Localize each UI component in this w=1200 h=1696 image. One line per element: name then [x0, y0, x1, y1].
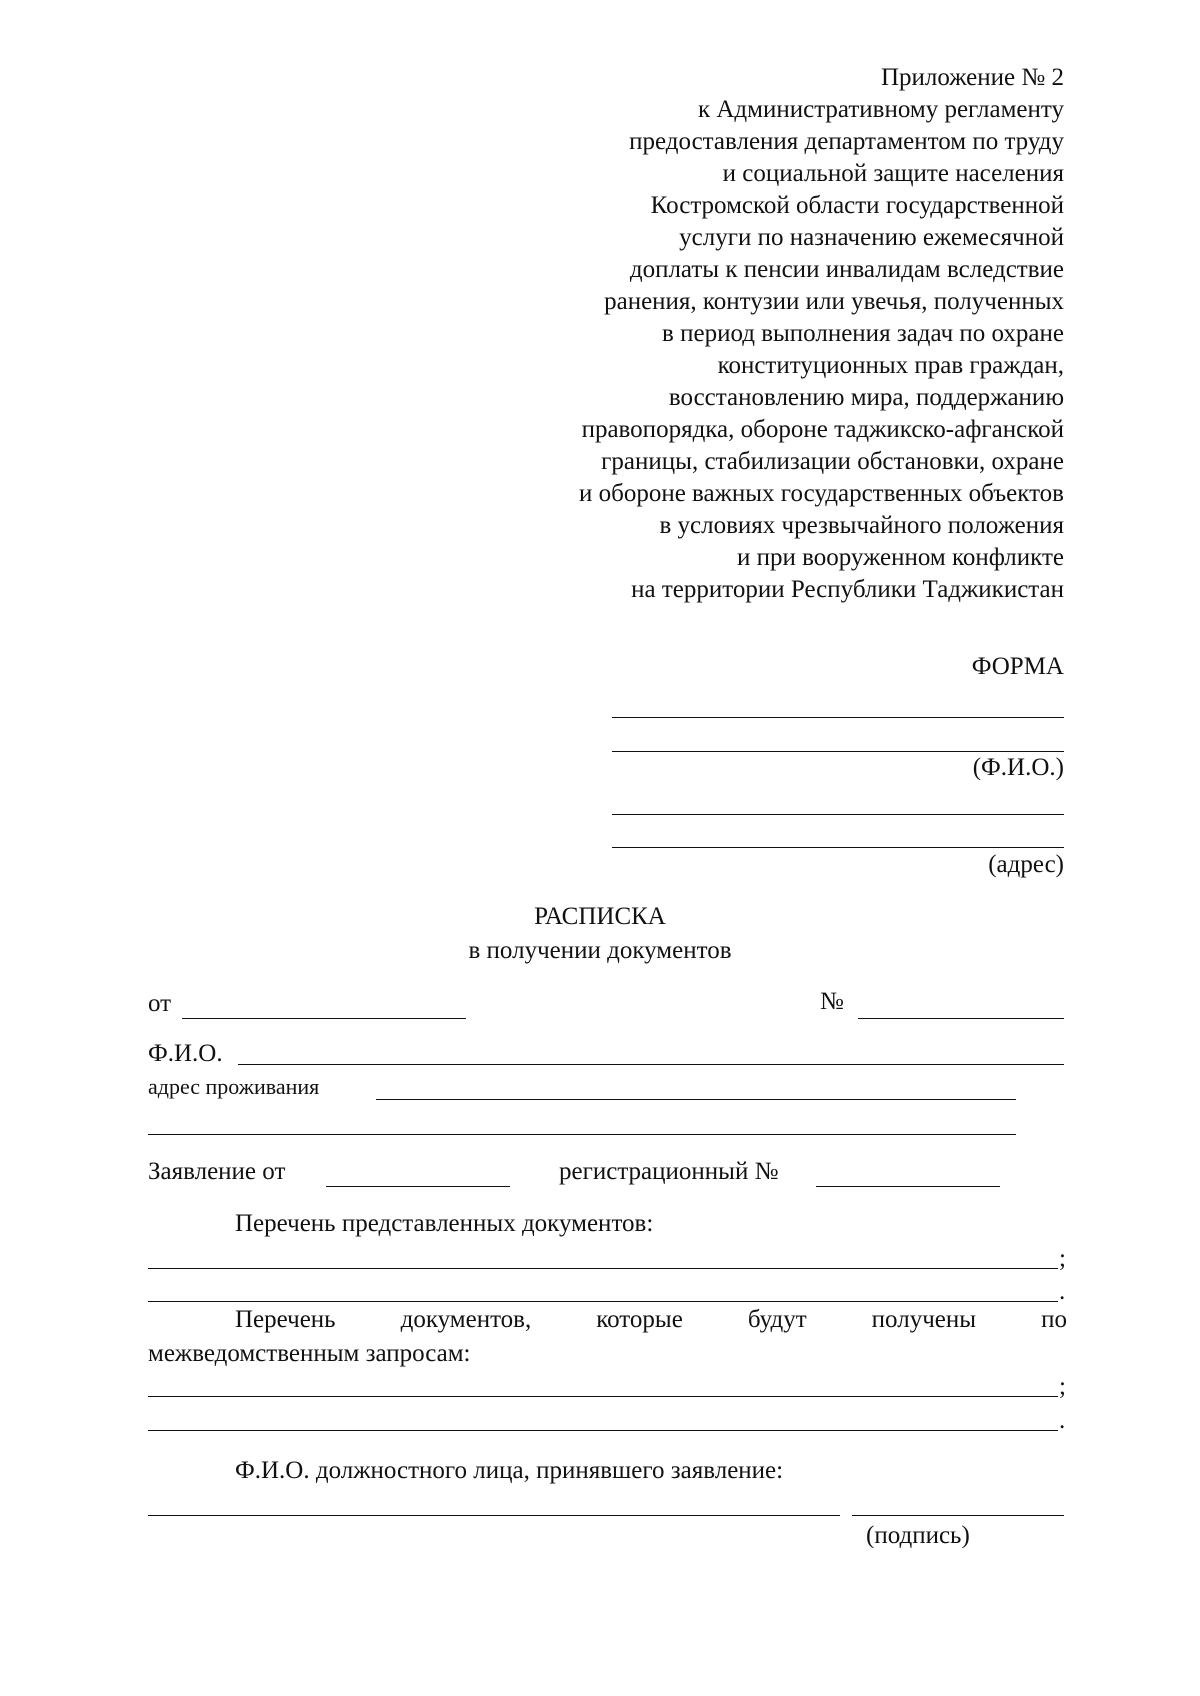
appendix-line: и при вооруженном конфликте [736, 544, 1064, 571]
submitted-documents-line-2[interactable] [148, 1301, 1058, 1302]
official-fio-field[interactable] [148, 1515, 840, 1516]
applicant-fio-label: Ф.И.О. [148, 1040, 223, 1067]
application-date-label: Заявление от [148, 1158, 286, 1185]
addressee-address-line-2[interactable] [612, 847, 1064, 848]
addressee-address-line-1[interactable] [612, 814, 1064, 815]
appendix-line: на территории Республики Таджикистан [631, 576, 1064, 603]
interagency-documents-line-2[interactable] [148, 1430, 1058, 1431]
residence-field-line-2[interactable] [148, 1134, 1016, 1135]
addressee-fio-line-2[interactable] [612, 751, 1064, 752]
signature-caption: (подпись) [866, 1522, 970, 1549]
appendix-line: Костромской области государственной [650, 192, 1064, 219]
interagency-word: получены [871, 1306, 977, 1333]
appendix-line: в условиях чрезвычайного положения [659, 512, 1064, 539]
application-date-field[interactable] [326, 1186, 510, 1187]
interagency-word: документов, [400, 1306, 532, 1333]
form-label: ФОРМА [971, 653, 1064, 680]
appendix-line: правопорядка, обороне таджикско-афганской [581, 416, 1064, 443]
addressee-fio-line-1[interactable] [612, 717, 1064, 718]
appendix-line: границы, стабилизации обстановки, охране [601, 448, 1064, 475]
receipt-title: РАСПИСКА [534, 903, 666, 930]
line-end-period: . [1059, 1278, 1066, 1305]
receipt-number-label: № [820, 988, 844, 1015]
appendix-line: восстановлению мира, поддержанию [668, 384, 1064, 411]
official-fio-label: Ф.И.О. должностного лица, принявшего заявление: [235, 1457, 784, 1484]
appendix-line: и обороне важных государственных объектов [578, 480, 1064, 507]
appendix-line: предоставления департаментом по труду [629, 128, 1064, 155]
residence-field[interactable] [376, 1099, 1016, 1100]
addressee-fio-caption: (Ф.И.О.) [972, 754, 1064, 781]
line-end-semicolon: ; [1059, 1245, 1066, 1272]
receipt-subtitle: в получении документов [468, 937, 732, 964]
appendix-header [364, 62, 1064, 606]
receipt-number-field[interactable] [858, 1018, 1064, 1019]
residence-label: адрес проживания [148, 1074, 320, 1099]
appendix-line: доплаты к пенсии инвалидам вследствие [629, 256, 1064, 283]
registration-number-field[interactable] [816, 1186, 1000, 1187]
from-date-label: от [148, 990, 172, 1017]
appendix-line: в период выполнения задач по охране [662, 320, 1064, 347]
interagency-word: будут [747, 1306, 807, 1333]
appendix-line: и социальной защите населения [722, 160, 1064, 187]
appendix-line: к Административному регламенту [697, 96, 1064, 123]
line-end-period: . [1059, 1407, 1066, 1434]
signature-field[interactable] [852, 1515, 1064, 1516]
appendix-line: услуги по назначению ежемесячной [679, 224, 1064, 251]
interagency-documents-line-1[interactable] [148, 1396, 1058, 1397]
registration-number-label: регистрационный № [559, 1158, 779, 1185]
interagency-word: Перечень [235, 1306, 336, 1333]
submitted-documents-line-1[interactable] [148, 1268, 1058, 1269]
applicant-fio-field[interactable] [238, 1064, 1064, 1065]
submitted-documents-label: Перечень представленных документов: [235, 1210, 654, 1237]
interagency-word: которые [596, 1306, 683, 1333]
interagency-word: по [1041, 1306, 1067, 1333]
appendix-line: Приложение № 2 [880, 64, 1064, 91]
interagency-documents-label [235, 1306, 1067, 1334]
appendix-line: ранения, контузии или увечья, полученных [604, 288, 1064, 315]
appendix-line: конституционных прав граждан, [717, 352, 1064, 379]
from-date-field[interactable] [182, 1018, 466, 1019]
addressee-address-caption: (адрес) [988, 851, 1064, 878]
interagency-documents-label-line-2: межведомственным запросам: [148, 1340, 471, 1367]
line-end-semicolon: ; [1059, 1373, 1066, 1400]
